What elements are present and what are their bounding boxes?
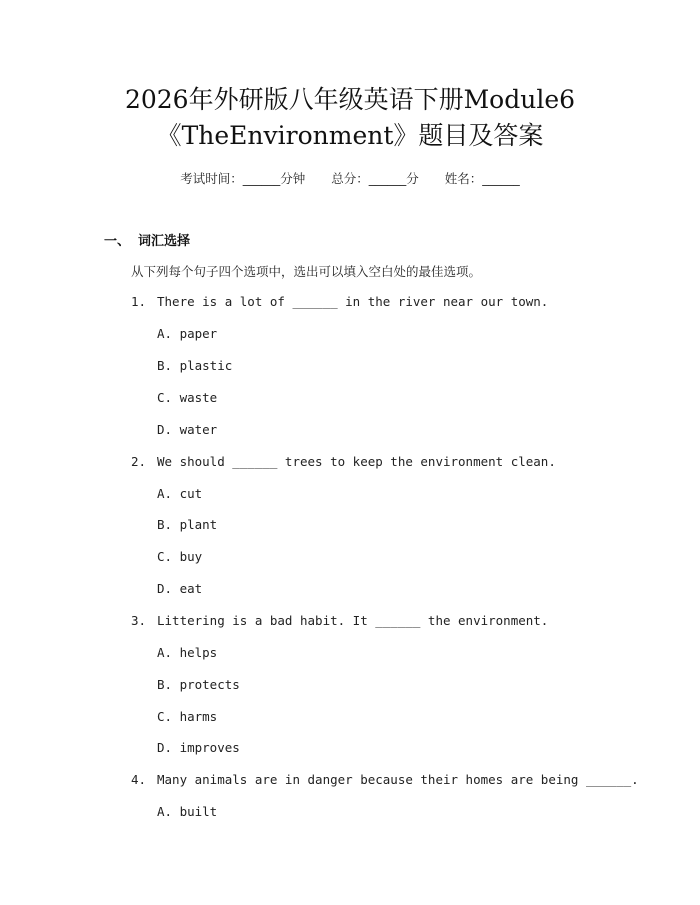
option-2b: B. plant [157, 517, 218, 532]
option-3a: A. helps [157, 645, 218, 660]
section-heading [104, 230, 190, 249]
question-text: Littering is a bad habit. It ______ the environment. [157, 613, 549, 628]
question-number: 2. [131, 454, 147, 469]
option-1b: B. plastic [157, 358, 233, 373]
section-instruction: 从下列每个句子四个选项中，选出可以填入空白处的最佳选项。 [131, 264, 482, 279]
option-3b: B. protects [157, 677, 240, 692]
option-2d: D. eat [157, 581, 203, 596]
option-1c: C. waste [157, 390, 218, 405]
option-1a: A. paper [157, 326, 218, 341]
section-number: 一、 [104, 234, 131, 249]
exam-time-label: 考试时间：______分钟 [180, 171, 306, 186]
page-title-line-1: 2026年外研版八年级英语下册Module6 [124, 85, 576, 114]
option-2a: A. cut [157, 486, 203, 501]
option-3d: D. improves [157, 740, 240, 755]
section-title: 词汇选择 [138, 234, 191, 249]
exam-score-label: 总分：______分 [331, 171, 419, 186]
question-text: There is a lot of ______ in the river near our town. [157, 294, 549, 309]
option-1d: D. water [157, 422, 218, 437]
option-4a: A. built [157, 804, 218, 819]
question-text: We should ______ trees to keep the environment clean. [157, 454, 556, 469]
page-title-line-2: 《TheEnvironment》题目及答案 [156, 121, 544, 150]
question-text: Many animals are in danger because their homes are being ______. [157, 772, 639, 787]
question-3 [131, 613, 548, 628]
question-4 [131, 772, 639, 787]
question-2 [131, 454, 556, 469]
question-1 [131, 294, 548, 309]
option-2c: C. buy [157, 549, 203, 564]
exam-name-label: 姓名：______ [444, 171, 520, 186]
question-number: 3. [131, 613, 147, 628]
question-number: 1. [131, 294, 147, 309]
question-number: 4. [131, 772, 147, 787]
option-3c: C. harms [157, 709, 218, 724]
exam-meta [0, 169, 700, 187]
